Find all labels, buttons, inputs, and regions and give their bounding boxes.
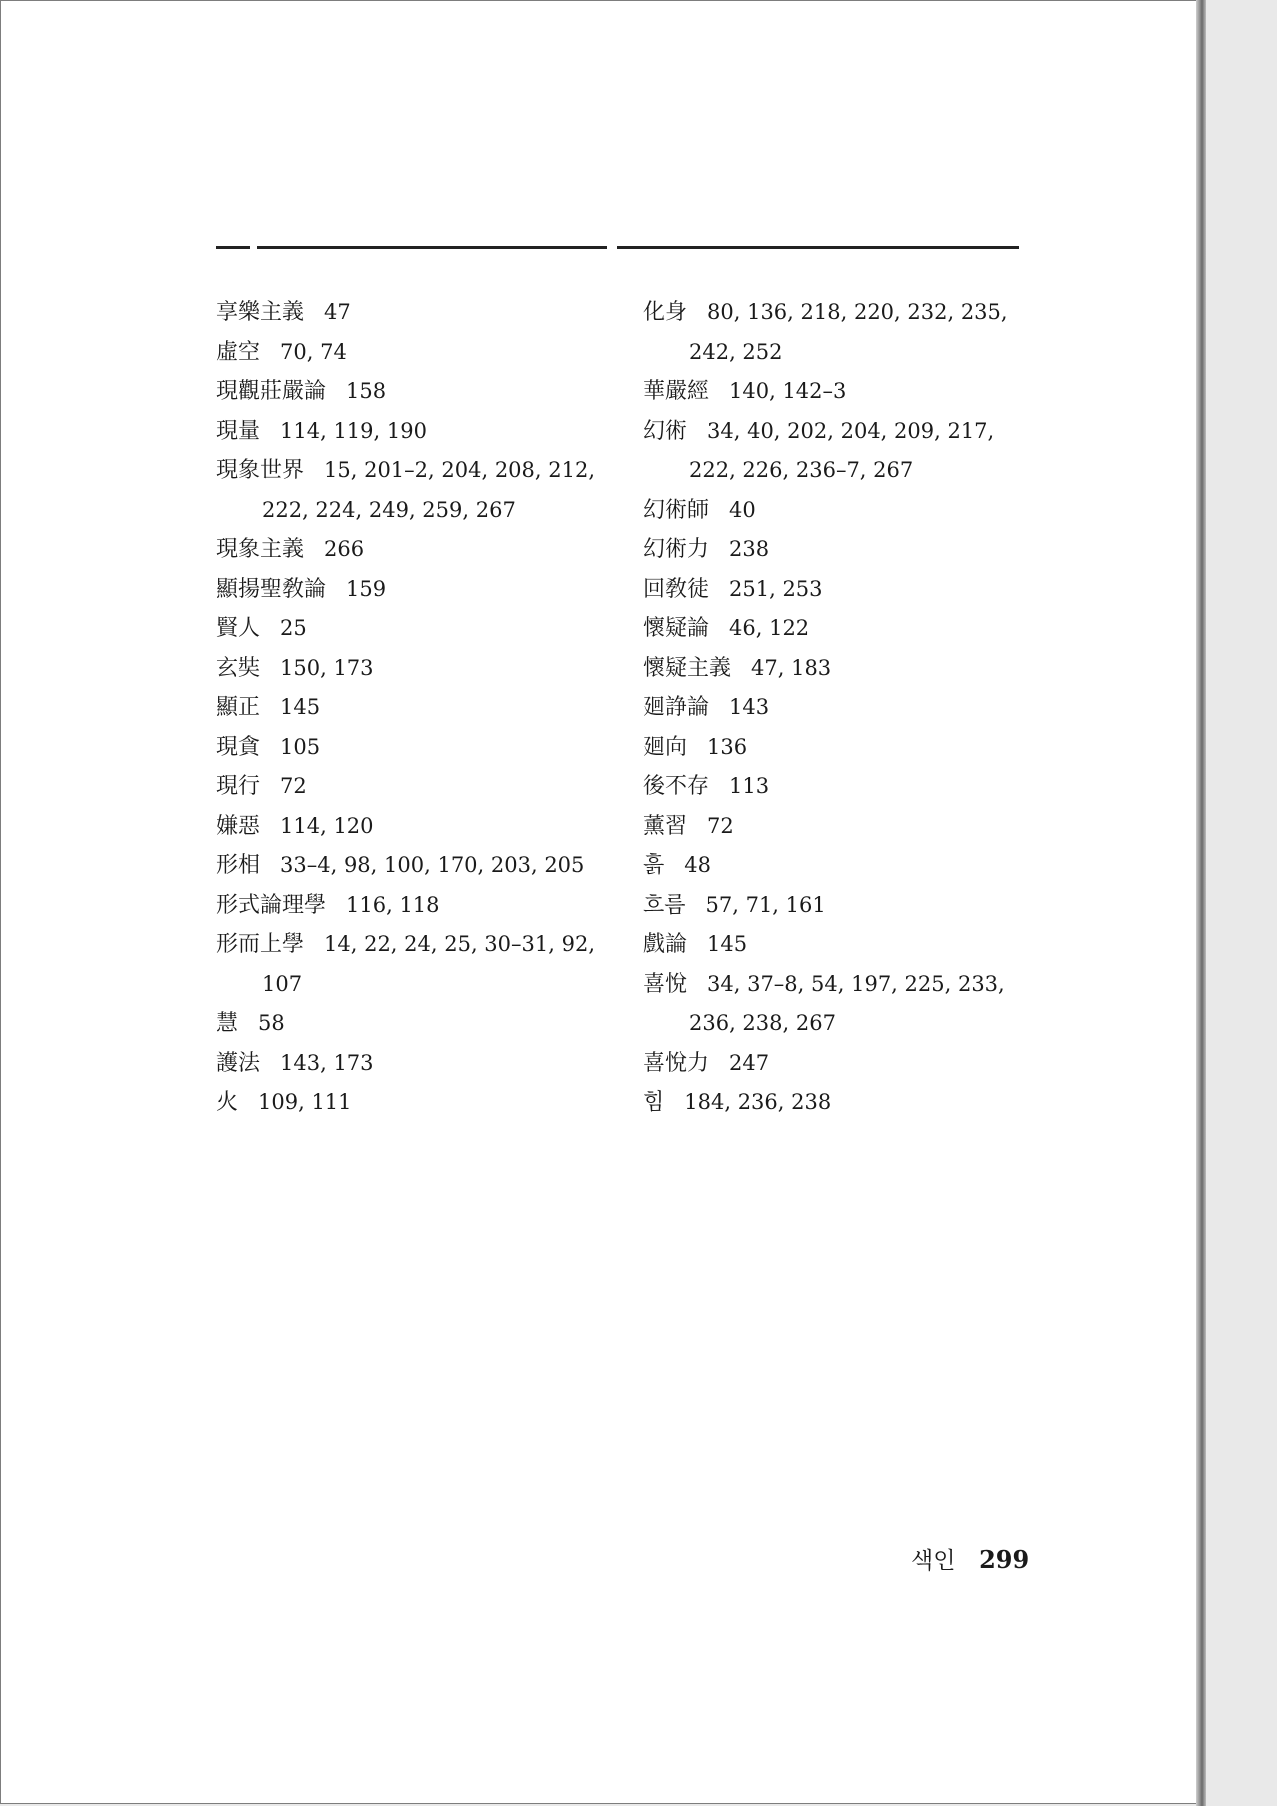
index-term: 懷疑論 — [643, 616, 710, 641]
index-term: 慧 — [216, 1011, 239, 1036]
index-entry — [643, 767, 1033, 807]
index-term: 幻術師 — [643, 497, 710, 523]
index-term: 幻術 — [643, 418, 688, 444]
index-entry — [216, 570, 606, 610]
index-pages: 114, 119, 190 — [280, 418, 427, 443]
index-term: 喜悅 — [643, 971, 688, 997]
index-term: 喜悅力 — [643, 1050, 710, 1076]
index-entry — [216, 293, 606, 333]
index-column-right — [643, 293, 1033, 1123]
index-term: 虛空 — [216, 339, 261, 365]
page-footer — [911, 1542, 1029, 1575]
index-pages: 145 — [280, 695, 321, 719]
index-entry — [216, 767, 606, 807]
index-pages: 72 — [280, 774, 307, 798]
index-entry — [643, 965, 1033, 1044]
index-pages: 159 — [346, 576, 387, 601]
index-entry — [216, 609, 606, 649]
index-entry — [216, 807, 606, 847]
index-entry — [216, 372, 606, 412]
index-pages: 34, 40, 202, 204, 209, 217, 222, 226, 236–7, 267 — [689, 418, 995, 482]
index-pages: 34, 37–8, 54, 197, 225, 233, 236, 238, 267 — [689, 971, 1005, 1035]
index-term: 흐름 — [643, 892, 686, 918]
header-rule-segment — [216, 246, 250, 249]
index-term: 幻術力 — [643, 537, 710, 562]
index-term: 形而上學 — [216, 932, 305, 957]
index-pages: 105 — [280, 734, 321, 759]
index-pages: 247 — [729, 1050, 770, 1075]
index-term: 現象世界 — [216, 458, 305, 483]
index-entry — [643, 1083, 1033, 1123]
index-pages: 57, 71, 161 — [705, 892, 826, 917]
index-term: 顯正 — [216, 695, 261, 720]
index-entry — [216, 1044, 606, 1084]
index-term: 享樂主義 — [216, 300, 305, 325]
index-pages: 48 — [684, 853, 711, 877]
index-term: 廻向 — [643, 734, 688, 760]
index-pages: 158 — [346, 379, 387, 403]
index-entry — [643, 728, 1033, 768]
index-pages: 70, 74 — [280, 339, 347, 364]
index-pages: 72 — [707, 813, 734, 838]
index-entry — [643, 925, 1033, 965]
index-term: 戲論 — [643, 932, 688, 957]
index-pages: 184, 236, 238 — [684, 1090, 832, 1114]
index-term: 現貪 — [216, 734, 261, 760]
index-term: 懷疑主義 — [643, 655, 732, 681]
index-pages: 140, 142–3 — [729, 379, 847, 403]
index-term: 華嚴經 — [643, 379, 710, 404]
index-pages: 266 — [324, 537, 365, 561]
index-pages: 143 — [729, 695, 770, 719]
index-column-left — [216, 293, 606, 1123]
index-entry — [216, 649, 606, 689]
book-spine-edge — [1196, 0, 1206, 1806]
index-entry — [216, 688, 606, 728]
index-entry — [643, 1044, 1033, 1084]
footer-label: 색인 — [911, 1548, 956, 1574]
index-term: 賢人 — [216, 616, 261, 641]
index-entry — [216, 1004, 606, 1044]
index-entry — [216, 451, 606, 530]
index-pages: 14, 22, 24, 25, 30–31, 92, 107 — [262, 932, 595, 996]
index-entry — [643, 688, 1033, 728]
index-entry — [643, 372, 1033, 412]
index-pages: 15, 201–2, 204, 208, 212, 222, 224, 249, 259, 267 — [262, 458, 596, 522]
index-term: 火 — [216, 1090, 239, 1115]
index-pages: 113 — [729, 774, 770, 798]
index-entry — [216, 846, 606, 886]
index-entry — [216, 1083, 606, 1123]
index-term: 形相 — [216, 853, 261, 878]
index-term: 現觀莊嚴論 — [216, 379, 327, 404]
index-term: 現行 — [216, 774, 261, 799]
index-term: 化身 — [643, 300, 688, 325]
index-term: 흙 — [643, 853, 665, 878]
index-term: 힘 — [643, 1090, 665, 1115]
index-term: 顯揚聖敎論 — [216, 576, 327, 602]
index-entry — [643, 886, 1033, 926]
index-entry — [216, 886, 606, 926]
index-term: 現量 — [216, 418, 261, 444]
index-entry — [216, 925, 606, 1004]
index-entry — [643, 491, 1033, 531]
header-rule-segment — [257, 246, 607, 249]
index-pages: 114, 120 — [280, 813, 374, 838]
index-pages: 143, 173 — [280, 1050, 374, 1075]
index-pages: 116, 118 — [346, 892, 440, 917]
index-entry — [643, 649, 1033, 689]
index-term: 回敎徒 — [643, 576, 710, 602]
index-term: 嫌惡 — [216, 813, 261, 839]
index-entry — [216, 530, 606, 570]
index-pages: 25 — [280, 616, 307, 640]
index-term: 形式論理學 — [216, 892, 327, 918]
index-pages: 46, 122 — [729, 616, 810, 640]
header-rule-segment — [617, 246, 1019, 249]
index-entry — [643, 412, 1033, 491]
index-entry — [643, 807, 1033, 847]
page-number: 299 — [979, 1545, 1030, 1574]
index-pages: 58 — [258, 1011, 285, 1035]
index-term: 現象主義 — [216, 537, 305, 562]
index-entry — [643, 293, 1033, 372]
index-pages: 80, 136, 218, 220, 232, 235, 242, 252 — [689, 300, 1008, 364]
index-entry — [216, 728, 606, 768]
index-term: 後不存 — [643, 774, 710, 799]
index-pages: 33–4, 98, 100, 170, 203, 205 — [280, 853, 585, 877]
index-pages: 47, 183 — [751, 655, 832, 680]
index-pages: 40 — [729, 497, 756, 522]
index-entry — [643, 570, 1033, 610]
index-pages: 109, 111 — [258, 1090, 352, 1114]
index-pages: 238 — [729, 537, 770, 561]
index-pages: 251, 253 — [729, 576, 823, 601]
index-entry — [643, 846, 1033, 886]
index-term: 薰習 — [643, 813, 688, 839]
index-pages: 150, 173 — [280, 655, 374, 680]
index-entry — [643, 530, 1033, 570]
index-entry — [216, 333, 606, 373]
index-term: 廻諍論 — [643, 695, 710, 720]
index-entry — [216, 412, 606, 452]
index-pages: 136 — [707, 734, 748, 759]
index-term: 玄奘 — [216, 655, 261, 681]
index-term: 護法 — [216, 1050, 261, 1076]
index-pages: 145 — [707, 932, 748, 956]
index-pages: 47 — [324, 300, 351, 324]
index-entry — [643, 609, 1033, 649]
